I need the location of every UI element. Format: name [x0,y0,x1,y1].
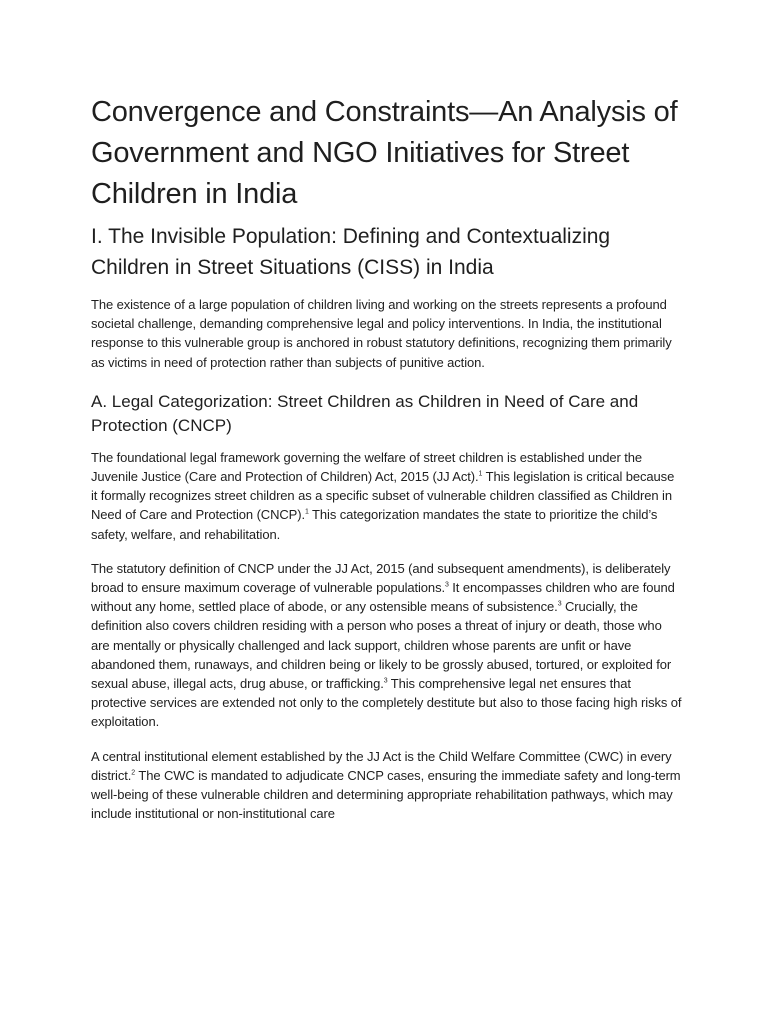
section-heading: I. The Invisible Population: Defining and Contextualizing Children in Street Situations (CISS) in India [91,225,611,279]
footnote-ref[interactable]: 2 [131,769,136,777]
text-run: It encompasses children who are found without any home, settled place of abode, or any ostensible means of subsistence. [91,580,675,615]
text-run: The foundational legal framework governing the welfare of street children is established under the Juvenile Justice (Care and Protection of Children) Act, 2015 (JJ Act). [91,449,642,485]
text-run: This comprehensive legal net ensures that protective services are extended not only to the completely destitute but also to those facing high risks of exploitation. [91,676,682,730]
footnote-ref[interactable]: 3 [444,581,449,589]
paragraph-cncp-definition [91,559,683,732]
footnote-ref[interactable]: 3 [557,600,562,608]
text-run: This legislation is critical because it formally recognizes street children as a specific subset of vulnerable children classified as Children in Need of Care and Protection (CNCP). [91,469,675,523]
section-intro-paragraph: The existence of a large population of children living and working on the streets represents a profound societal challenge, demanding comprehensive legal and policy interventions. In India, the institutional response to this vulnerable group is anchored in robust statutory definitions, recognizing them primarily as victims in need of protection rather than subjects of punitive action. [91,297,672,370]
text-run: A central institutional element established by the JJ Act is the Child Welfare Committee (CWC) in every district. [91,748,672,783]
footnote-ref[interactable]: 1 [478,470,483,478]
text-run: Crucially, the definition also covers children residing with a person who poses a threat of injury or death, those who are mentally or physically challenged and lack support, children whose parents are unfit or have abandoned them, runaways, and children being or likely to be grossly abused, tortured, or exploited for sexual abuse, illegal acts, drug abuse, or trafficking. [91,599,672,692]
text-run: This categorization mandates the state to prioritize the child’s safety, welfare, and rehabilitation. [91,507,658,542]
document-page [91,92,683,838]
footnote-ref[interactable]: 1 [304,509,309,517]
text-run: The statutory definition of CNCP under the JJ Act, 2015 (and subsequent amendments), is deliberately broad to ensure maximum coverage of vulnerable populations. [91,560,671,596]
subsection-heading: A. Legal Categorization: Street Children as Children in Need of Care and Protection (CNCP) [91,391,639,435]
document-title: Convergence and Constraints—An Analysis of Government and NGO Initiatives for Street Children in India [91,96,678,210]
paragraph-legal-framework [91,448,683,544]
text-run: The CWC is mandated to adjudicate CNCP cases, ensuring the immediate safety and long-term well-being of these vulnerable children and determining appropriate rehabilitation pathways, which may include institutional or non-institutional care [91,767,681,822]
footnote-ref[interactable]: 3 [383,677,388,685]
paragraph-cwc [91,747,683,824]
